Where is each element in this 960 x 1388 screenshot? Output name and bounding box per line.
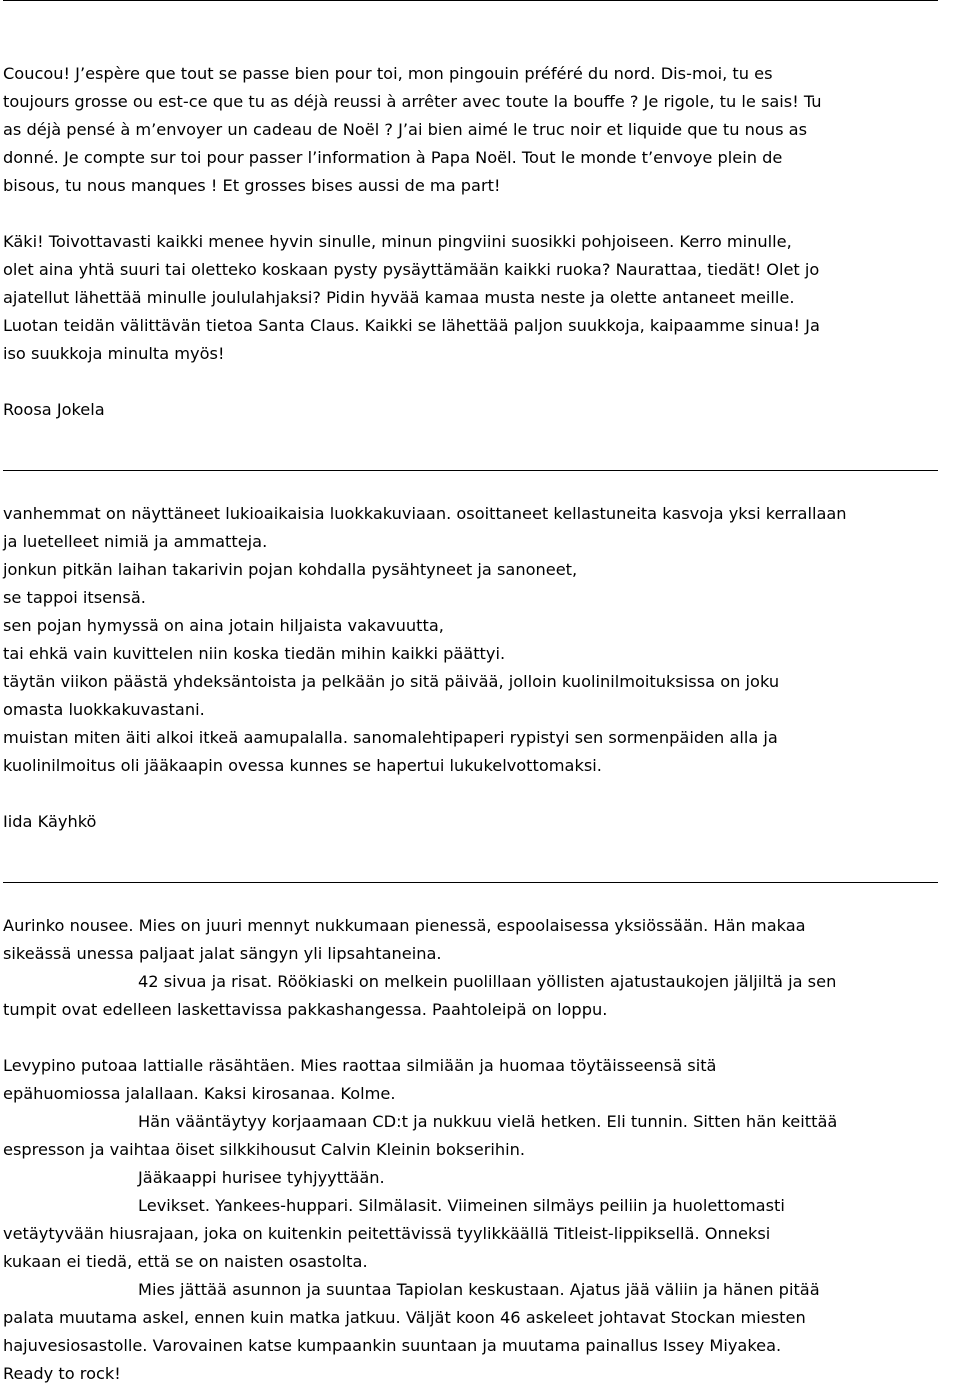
text-line: kukaan ei tiedä, että se on naisten osastolta. bbox=[3, 1252, 368, 1271]
text-line: Luotan teidän välittävän tietoa Santa Claus. Kaikki se lähettää paljon suukkoja, kaipaamme sinua! Ja bbox=[3, 316, 820, 335]
text-line: bisous, tu nous manques ! Et grosses bises aussi de ma part! bbox=[3, 176, 501, 195]
text-line: Käki! Toivottavasti kaikki menee hyvin sinulle, minun pingviini suosikki pohjoiseen. Kerro minulle, bbox=[3, 232, 792, 251]
divider-top bbox=[3, 0, 938, 1]
author-text: Iida Käyhkö bbox=[3, 812, 97, 831]
poem-paragraph bbox=[3, 500, 847, 780]
text-line: olet aina yhtä suuri tai oletteko koskaan pysty pysäyttämään kaikki ruoka? Naurattaa, tiedät! Olet jo bbox=[3, 260, 820, 279]
text-line: as déjà pensé à m’envoyer un cadeau de Noël ? J’ai bien aimé le truc noir et liquide que tu nous as bbox=[3, 120, 808, 139]
story-paragraph bbox=[3, 1052, 837, 1388]
text-line: palata muutama askel, ennen kuin matka jatkuu. Väljät koon 46 askeleet johtavat Stockan miesten bbox=[3, 1308, 806, 1327]
divider-1 bbox=[3, 470, 938, 471]
text-line: Ready to rock! bbox=[3, 1364, 121, 1383]
text-line: täytän viikon päästä yhdeksäntoista ja pelkään jo sitä päivää, jolloin kuolinilmoituksissa on joku bbox=[3, 672, 780, 691]
section-poem bbox=[3, 500, 847, 836]
text-line: hajuvesiosastolle. Varovainen katse kumpaankin suuntaan ja muutama painallus Issey Miyakea. bbox=[3, 1336, 782, 1355]
text-line: Aurinko nousee. Mies on juuri mennyt nukkumaan pienessä, espoolaisessa yksiössään. Hän makaa bbox=[3, 916, 806, 935]
text-line: ja luetelleet nimiä ja ammatteja. bbox=[3, 532, 268, 551]
text-line: iso suukkoja minulta myös! bbox=[3, 344, 225, 363]
text-line: sikeässä unessa paljaat jalat sängyn yli lipsahtaneina. bbox=[3, 944, 442, 963]
document-page bbox=[3, 0, 958, 1383]
text-line: Hän vääntäytyy korjaamaan CD:t ja nukkuu vielä hetken. Eli tunnin. Sitten hän keittää bbox=[138, 1112, 838, 1131]
divider-2 bbox=[3, 882, 938, 883]
text-line: Levypino putoaa lattialle räsähtäen. Mies raottaa silmiään ja huomaa töytäisseensä sitä bbox=[3, 1056, 717, 1075]
story-paragraph bbox=[3, 912, 837, 1024]
text-line: tumpit ovat edelleen laskettavissa pakkashangessa. Paahtoleipä on loppu. bbox=[3, 1000, 608, 1019]
text-line: vanhemmat on näyttäneet lukioaikaisia luokkakuviaan. osoittaneet kellastuneita kasvoja yksi kerrallaan bbox=[3, 504, 847, 523]
text-line: kuolinilmoitus oli jääkaapin ovessa kunnes se hapertui lukukelvottomaksi. bbox=[3, 756, 602, 775]
text-line: ajatellut lähettää minulle joululahjaksi? Pidin hyvää kamaa musta neste ja olette antaneet meille. bbox=[3, 288, 795, 307]
author-name bbox=[3, 396, 822, 424]
text-line: 42 sivua ja risat. Röökiaski on melkein puolillaan yöllisten ajatustaukojen jäljiltä ja sen bbox=[138, 972, 837, 991]
text-line: se tappoi itsensä. bbox=[3, 588, 146, 607]
french-paragraph bbox=[3, 60, 822, 200]
text-line: jonkun pitkän laihan takarivin pojan kohdalla pysähtyneet ja sanoneet, bbox=[3, 560, 578, 579]
text-line: Jääkaappi hurisee tyhjyyttään. bbox=[138, 1168, 385, 1187]
text-line: sen pojan hymyssä on aina jotain hiljaista vakavuutta, bbox=[3, 616, 444, 635]
author-name bbox=[3, 808, 847, 836]
text-line: omasta luokkakuvastani. bbox=[3, 700, 205, 719]
text-line: Mies jättää asunnon ja suuntaa Tapiolan keskustaan. Ajatus jää väliin ja hänen pitää bbox=[138, 1280, 820, 1299]
text-line: toujours grosse ou est-ce que tu as déjà reussi à arrêter avec toute la bouffe ? Je rigole, tu le sais! Tu bbox=[3, 92, 822, 111]
section-story bbox=[3, 912, 837, 1388]
text-line: Levikset. Yankees-huppari. Silmälasit. Viimeinen silmäys peiliin ja huolettomasti bbox=[138, 1196, 785, 1215]
text-line: epähuomiossa jalallaan. Kaksi kirosanaa. Kolme. bbox=[3, 1084, 396, 1103]
text-line: espresson ja vaihtaa öiset silkkihousut Calvin Kleinin bokserihin. bbox=[3, 1140, 526, 1159]
text-line: Coucou! J’espère que tout se passe bien pour toi, mon pingouin préféré du nord. Dis-moi, tu es bbox=[3, 64, 773, 83]
section-letter bbox=[3, 60, 822, 424]
text-line: tai ehkä vain kuvittelen niin koska tiedän mihin kaikki päättyi. bbox=[3, 644, 506, 663]
text-line: vetäytyvään hiusrajaan, joka on kuitenkin peitettävissä tyylikkäällä Titleist-lippiksellä. Onneksi bbox=[3, 1224, 771, 1243]
text-line: donné. Je compte sur toi pour passer l’information à Papa Noël. Tout le monde t’envoye plein de bbox=[3, 148, 783, 167]
text-line: muistan miten äiti alkoi itkeä aamupalalla. sanomalehtipaperi rypistyi sen sormenpäiden alla ja bbox=[3, 728, 778, 747]
author-text: Roosa Jokela bbox=[3, 400, 105, 419]
finnish-paragraph bbox=[3, 228, 822, 368]
